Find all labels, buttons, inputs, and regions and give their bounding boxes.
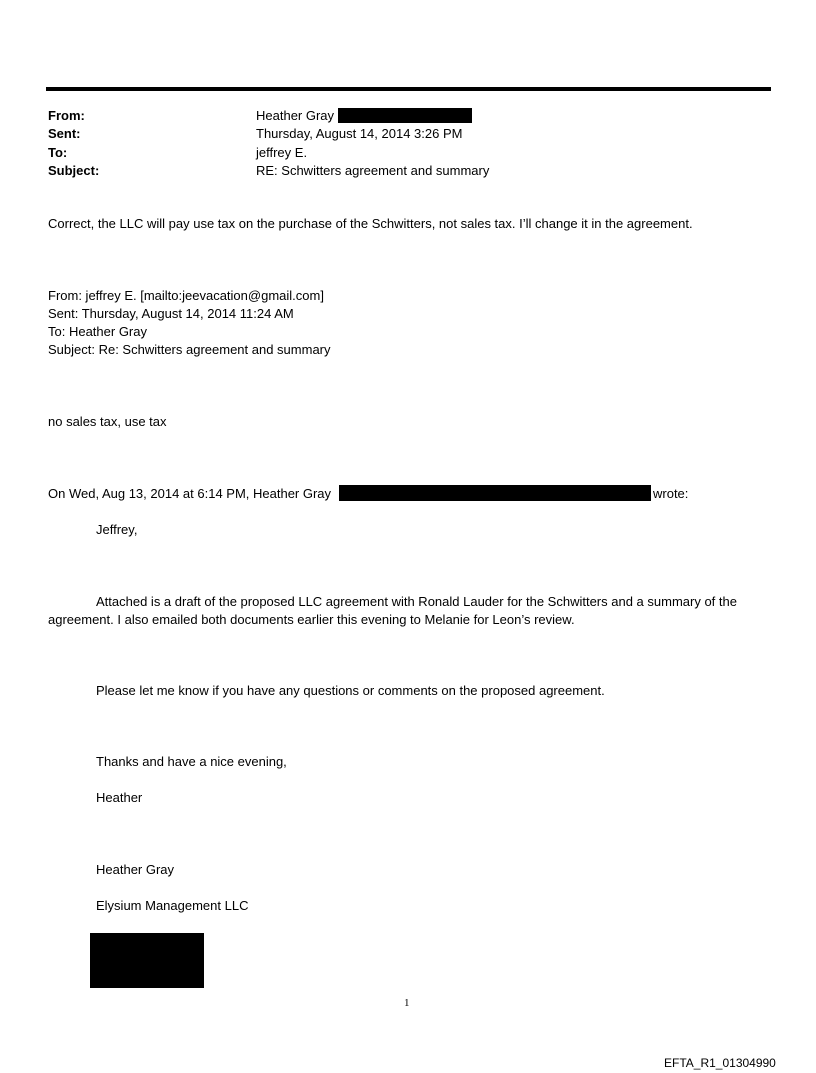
from-value: Heather Gray [256,108,335,123]
quoted-subject: Subject: Re: Schwitters agreement and summary [48,342,331,357]
paragraph-1-line-2: agreement. I also emailed both documents earlier this evening to Melanie for Leon’s review. [48,612,575,627]
on-wrote-prefix: On Wed, Aug 13, 2014 at 6:14 PM, Heather Gray [48,486,332,501]
to-value: jeffrey E. [256,145,308,160]
to-label: To: [48,145,68,160]
greeting: Jeffrey, [96,522,138,537]
header-rule [46,87,771,91]
sent-value: Thursday, August 14, 2014 3:26 PM [256,126,463,141]
quoted-from: From: jeffrey E. [mailto:jeevacation@gmail.com] [48,288,324,303]
quoted-to: To: Heather Gray [48,324,147,339]
on-wrote-suffix: wrote: [653,486,689,501]
page-number: 1 [404,997,410,1009]
from-label: From: [48,108,85,123]
closing: Thanks and have a nice evening, [96,754,287,769]
paragraph-1-line-1: Attached is a draft of the proposed LLC agreement with Ronald Lauder for the Schwitters and a summary of the [96,594,737,609]
redaction-signature-block [90,933,204,988]
sent-label: Sent: [48,126,81,141]
reply-body: Correct, the LLC will pay use tax on the purchase of the Schwitters, not sales tax. I’ll change it in the agreement. [48,216,693,231]
paragraph-2: Please let me know if you have any questions or comments on the proposed agreement. [96,683,605,698]
quoted-body: no sales tax, use tax [48,414,167,429]
redaction-original-email [339,485,651,501]
subject-value: RE: Schwitters agreement and summary [256,163,490,178]
signature-name: Heather Gray [96,862,175,877]
signature-company: Elysium Management LLC [96,898,249,913]
quoted-sent: Sent: Thursday, August 14, 2014 11:24 AM [48,306,294,321]
signoff-first-name: Heather [96,790,143,805]
subject-label: Subject: [48,163,100,178]
redaction-from-email [338,108,472,123]
bates-number: EFTA_R1_01304990 [664,1056,776,1070]
